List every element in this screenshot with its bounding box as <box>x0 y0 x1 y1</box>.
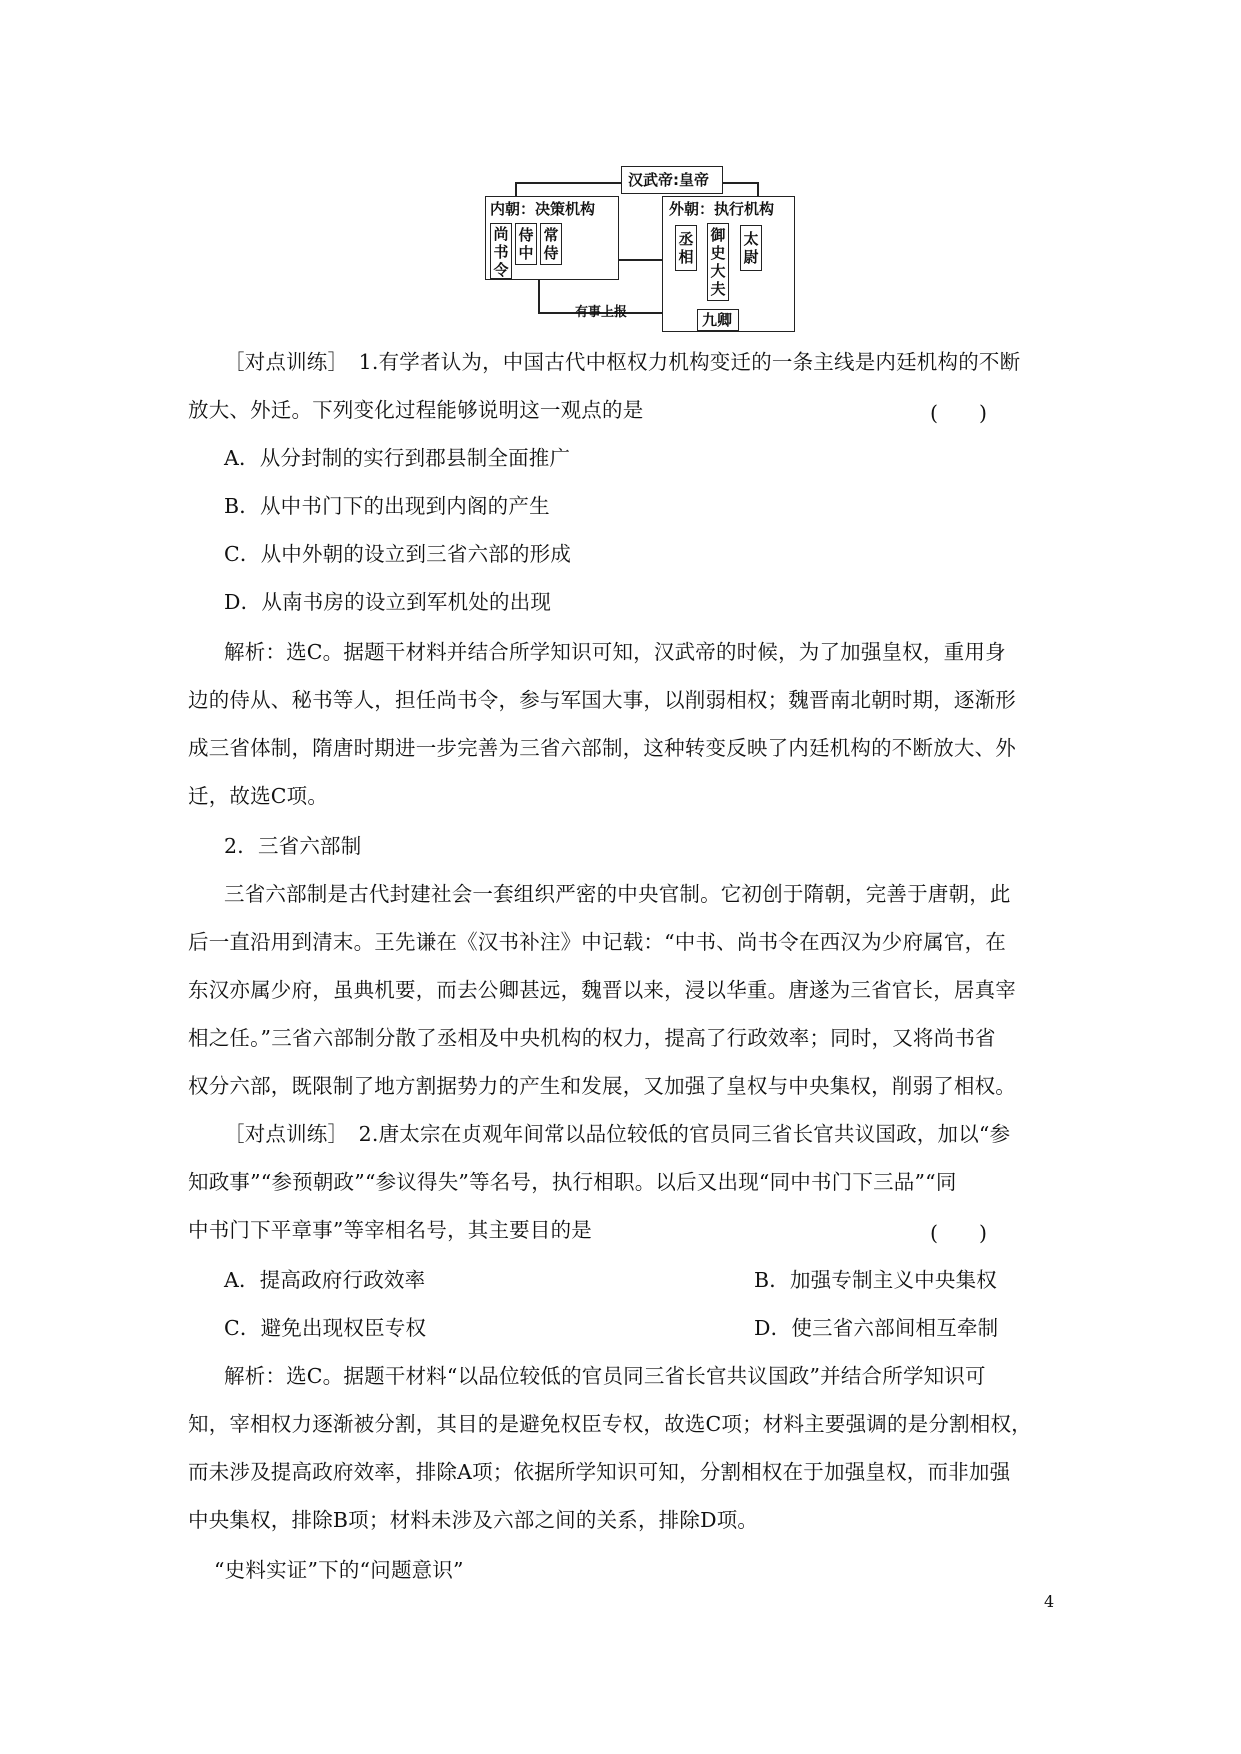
outer-member: 丞相 <box>675 225 697 271</box>
inner-court-title: 内朝：决策机构 <box>490 200 596 218</box>
outer-member: 太尉 <box>740 225 762 271</box>
connector-line <box>538 280 540 312</box>
q1-analysis-line: 迁，故选C项。 <box>188 784 329 808</box>
section-body-line: 权分六部，既限制了地方割据势力的产生和发展，又加强了皇权与中央集权，削弱了相权。 <box>188 1074 1016 1098</box>
section-body-line: 相之任。”三省六部制分散了丞相及中央机构的权力，提高了行政效率；同时，又将尚书省 <box>188 1026 996 1050</box>
q1-stem-line: ［对点训练］ 1.有学者认为，中国古代中枢权力机构变迁的一条主线是内廷机构的不断 <box>224 350 1021 374</box>
answer-paren: ( ) <box>930 401 987 425</box>
q2-analysis-line: 解析：选C。据题干材料“以品位较低的官员同三省长官共议国政”并结合所学知识可 <box>224 1364 986 1388</box>
inner-court-box <box>485 196 619 280</box>
q2-stem-line: 知政事”“参预朝政”“参议得失”等名号，执行相职。以后又出现“同中书门下三品”“同 <box>188 1170 957 1194</box>
inner-member: 常侍 <box>540 223 562 265</box>
emperor-box <box>621 166 723 194</box>
q2-option: C．避免出现权臣专权 <box>224 1316 427 1340</box>
han-court-diagram <box>485 160 795 332</box>
q2-option: A．提高政府行政效率 <box>224 1268 426 1292</box>
section-body-line: 东汉亦属少府，虽典机要，而去公卿甚远，魏晋以来，浸以华重。唐遂为三省官长，居真宰 <box>188 978 1016 1002</box>
q1-option: B．从中书门下的出现到内阁的产生 <box>224 494 550 518</box>
inner-member: 尚书令 <box>490 223 512 279</box>
outer-court-box <box>662 196 795 332</box>
answer-paren: ( ) <box>930 1221 987 1245</box>
q2-stem-line: ［对点训练］ 2.唐太宗在贞观年间常以品位较低的官员同三省长官共议国政，加以“参 <box>224 1122 1011 1146</box>
connector-line <box>515 182 517 196</box>
section-heading: 2．三省六部制 <box>224 834 362 858</box>
q1-stem-line: 放大、外迁。下列变化过程能够说明这一观点的是 <box>188 398 644 422</box>
report-label: 有事上报 <box>575 305 628 320</box>
inner-member: 侍中 <box>515 223 537 265</box>
connector-line <box>515 182 623 184</box>
q2-analysis-line: 中央集权，排除B项；材料未涉及六部之间的关系，排除D项。 <box>188 1508 759 1532</box>
q1-option: A．从分封制的实行到郡县制全面推广 <box>224 446 571 470</box>
section-body-line: 三省六部制是古代封建社会一套组织严密的中央官制。它初创于隋朝，完善于唐朝，此 <box>224 882 1011 906</box>
nine-ministers-box: 九卿 <box>697 309 739 331</box>
q1-analysis-line: 成三省体制，隋唐时期进一步完善为三省六部制，这种转变反映了内廷机构的不断放大、外 <box>188 736 1016 760</box>
connector-line <box>757 182 759 196</box>
q2-option: B．加强专制主义中央集权 <box>754 1268 997 1292</box>
outer-court-title: 外朝：执行机构 <box>669 200 775 218</box>
q2-analysis-line: 知，宰相权力逐渐被分割，其目的是避免权臣专权，故选C项；材料主要强调的是分割相权， <box>188 1412 1032 1436</box>
q2-option: D．使三省六部间相互牵制 <box>754 1316 999 1340</box>
q1-option: D．从南书房的设立到军机处的出现 <box>224 590 552 614</box>
subsection-heading: “史料实证”下的“问题意识” <box>214 1558 464 1582</box>
q2-analysis-line: 而未涉及提高政府效率，排除A项；依据所学知识可知，分割相权在于加强皇权，而非加强 <box>188 1460 1011 1484</box>
q1-analysis-line: 边的侍从、秘书等人，担任尚书令，参与军国大事，以削弱相权；魏晋南北朝时期，逐渐形 <box>188 688 1016 712</box>
section-body-line: 后一直沿用到清末。王先谦在《汉书补注》中记载：“中书、尚书令在西汉为少府属官，在 <box>188 930 1006 954</box>
q1-analysis-line: 解析：选C。据题干材料并结合所学知识可知，汉武帝的时候，为了加强皇权，重用身 <box>224 640 1006 664</box>
emperor-label: 汉武帝:皇帝 <box>628 171 709 189</box>
q1-option: C．从中外朝的设立到三省六部的形成 <box>224 542 572 566</box>
outer-member: 御史大夫 <box>707 223 729 301</box>
q2-stem-line: 中书门下平章事”等宰相名号，其主要目的是 <box>188 1218 592 1242</box>
page-number: 4 <box>1044 1592 1055 1611</box>
